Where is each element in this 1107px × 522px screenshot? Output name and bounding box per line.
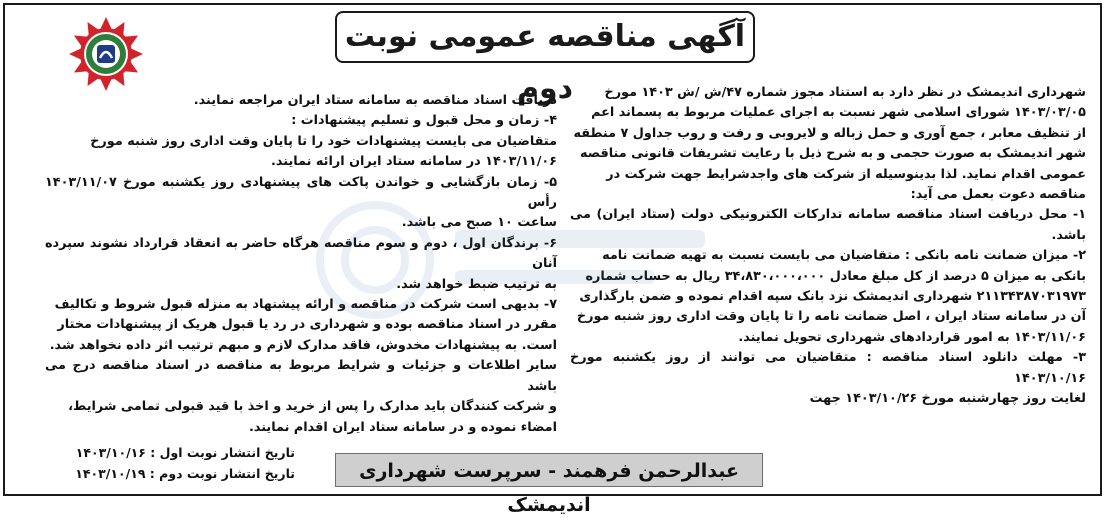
tender-notice — [3, 3, 1102, 516]
body-line: از تنظیف معابر ، جمع آوری و حمل زباله و لایروبی و رفت و روب جداول ۷ منطقه — [573, 125, 1086, 141]
body-line: آن در سامانه ستاد ایران ، اصل ضمانت نامه را تا پایان وقت اداری روز شنبه مورخ — [576, 309, 1086, 325]
body-line: ۲۱۱۳۴۳۸۷۰۳۱۹۷۳ شهرداری اندیمشک نزد بانک سپه اقدام نموده و ضمن بارگذاری — [579, 289, 1086, 305]
body-line: ۱۴۰۳/۱۱/۰۶ در سامانه ستاد ایران ارائه نمایند. — [270, 154, 557, 170]
notice-body-left — [45, 91, 557, 438]
body-line: سایر اطلاعات و جزئیات و شرایط مربوط به مناقصه در اسناد مناقصه درج می باشد — [45, 358, 557, 394]
body-line: شهرداری اندیمشک در نظر دارد به استناد مجوز شماره ۴۷/ش /ش ۱۴۰۳ مورخ — [604, 85, 1086, 100]
body-line: و شرکت کنندگان باید مدارک را پس از خرید و اخذ با قید قبولی تمامی شرایط، — [68, 399, 557, 415]
body-line: به ترتیب ضبط خواهد شد. — [396, 276, 557, 292]
second-publication-date: تاریخ انتشار نوبت دوم : ۱۴۰۳/۱۰/۱۹ — [75, 466, 295, 481]
body-line: است. به پیشنهادات مخدوش، فاقد مدارک لازم و مبهم ترتیب اثر داده نخواهد شد. — [49, 337, 557, 353]
body-line: مقرر در اسناد مناقصه بوده و شهرداری در رد یا قبول هریک از پیشنهادات مختار — [57, 317, 557, 333]
body-line: ۴- زمان و محل قبول و تسلیم پیشنهادات : — [291, 113, 557, 129]
body-line: شهر اندیمشک به صورت حجمی و به شرح ذیل با رعایت تشریفات قانونی مناقصه — [579, 146, 1086, 162]
body-line: ۳- مهلت دانلود اسناد مناقصه : متقاضیان می توانند از روز یکشنبه مورخ ۱۴۰۳/۱۰/۱۶ — [570, 350, 1086, 386]
body-line: ۲- میزان ضمانت نامه بانکی : متقاضیان می بایست نسبت به تهیه ضمانت نامه — [602, 248, 1086, 264]
body-line: ۱۴۰۳/۰۳/۰۵ شورای اسلامی شهر نسبت به اجرای عملیات مربوط به پسماند اعم — [591, 105, 1086, 121]
page-title: آگهی مناقصه عمومی نوبت دوم — [344, 19, 746, 106]
notice-body-right — [570, 83, 1086, 410]
body-line: ساعت ۱۰ صبح می باشد. — [401, 215, 557, 231]
body-line: ۷- بدیهی است شرکت در مناقصه و ارائه پیشنهاد به منزله قبول شروط و تکالیف — [54, 297, 557, 313]
first-publication-date: تاریخ انتشار نوبت اول : ۱۴۰۳/۱۰/۱۶ — [75, 445, 295, 460]
body-line: ۱۴۰۳/۱۱/۰۶ به امور قراردادهای شهرداری تحویل نمایند. — [738, 329, 1086, 345]
body-line: ۵- زمان بازگشایی و خواندن پاکت های پیشنهادی روز یکشنبه مورخ ۱۴۰۳/۱۱/۰۷ رأس — [45, 174, 557, 211]
body-line: متقاضیان می بایست پیشنهادات خود را تا پایان وقت اداری روز شنبه مورخ — [90, 133, 557, 149]
publication-dates — [45, 442, 295, 484]
body-line: مناقصه دعوت بعمل می آید: — [910, 187, 1086, 203]
body-line: بانکی به میزان ۵ درصد از کل مبلغ معادل ۳۴،۸۳۰،۰۰۰،۰۰۰ ریال به حساب شماره — [585, 268, 1086, 284]
signature: عبدالرحمن فرهمند - سرپرست شهرداری اندیمشک — [359, 460, 739, 516]
signature-box — [335, 453, 763, 516]
body-line: ۶- برندگان اول ، دوم و سوم مناقصه هرگاه حاضر به انعقاد قرارداد نشوند سپرده آنان — [45, 235, 557, 272]
body-line: دریافت اسناد مناقصه به سامانه ستاد ایران مراجعه نمایند. — [193, 93, 557, 108]
body-line: ۱- محل دریافت اسناد مناقصه سامانه تدارکات الکترونیکی دولت (ستاد ایران) می باشد. — [570, 207, 1086, 243]
municipality-emblem-icon — [63, 15, 149, 93]
body-line: عمومی اقدام نماید. لذا بدینوسیله از شرکت های واجدشرایط جهت شرکت در — [606, 166, 1086, 182]
body-line: لغایت روز چهارشنبه مورخ ۱۴۰۳/۱۰/۲۶ جهت — [809, 391, 1086, 407]
body-line: امضاء نموده و در سامانه ستاد ایران اقدام نمایند. — [248, 419, 557, 435]
